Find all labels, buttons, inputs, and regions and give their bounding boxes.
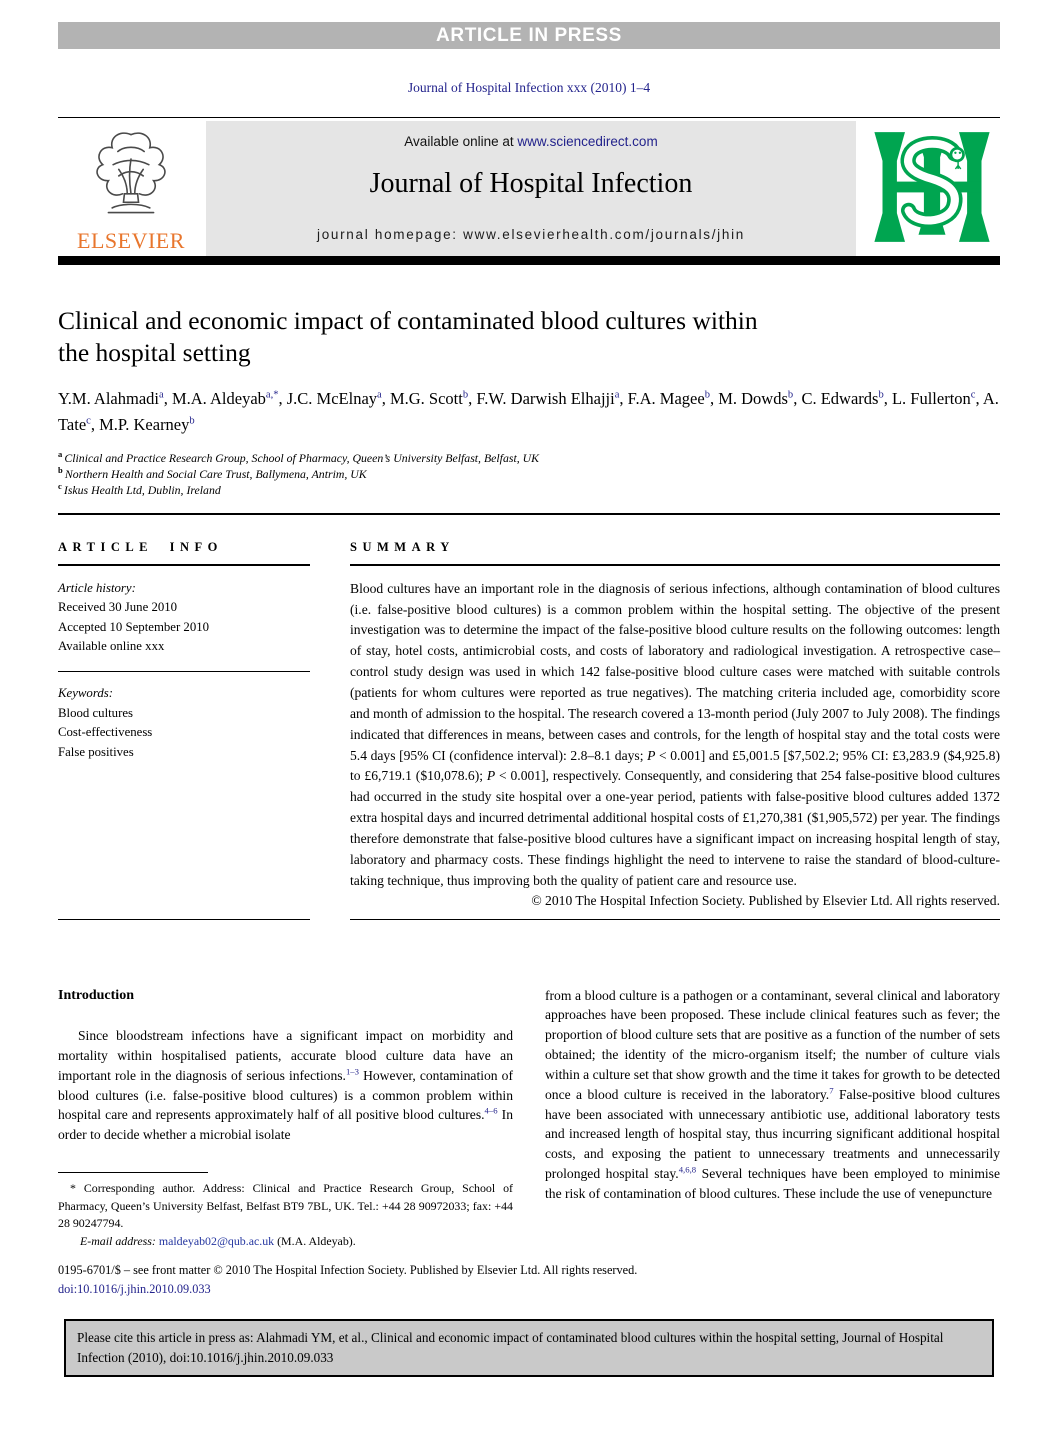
keyword-item: Blood cultures — [58, 705, 133, 720]
text-segment: J.C. McElnay — [286, 388, 378, 408]
text-segment: from a blood culture is a pathogen or a contaminant, several clinical and laboratory approaches have been proposed. These include clinical features such as fever; the proportion of blood culture sets that are positive as a function of the number of sets obtained; the identity of the micro-organism itself; the number of culture vials within a culture set that show growth and the time it takes for growth to be detected once a blood culture is received in the laboratory. — [545, 987, 1000, 1102]
text-segment: E-mail address: — [80, 1233, 159, 1248]
text-segment: F.W. Darwish Elhajji — [476, 388, 615, 408]
introduction-paragraph — [58, 1026, 513, 1145]
body-paragraph-continued — [545, 986, 1000, 1204]
text-segment: M.A. Aldeyab — [171, 388, 266, 408]
text-segment: False-positive blood cultures have been associated with unnecessary antibiotic use, additional laboratory tests and increased length of hospital stay, thus incurring significant additional hospital costs, and exposing the patient to unnecessary treatments and unnecessarily prolonged hospital stay. — [545, 1086, 1000, 1182]
inline-link[interactable]: www.sciencedirect.com — [517, 134, 658, 149]
text-segment: , — [90, 414, 100, 434]
text-segment: , — [278, 388, 287, 408]
doi-link[interactable]: doi:10.1016/j.jhin.2010.09.033 — [58, 1281, 211, 1296]
affiliations — [58, 448, 1000, 499]
summary-column — [350, 540, 1000, 920]
article-info-heading: ARTICLE INFO — [58, 539, 223, 554]
superscript: b — [704, 389, 710, 401]
text-segment: Since bloodstream infections have a significant impact on morbidity and mortality within hospitalised patients, accurate blood culture data have an important role in the diagnosis of serious infections. — [58, 1027, 513, 1083]
abstract-text — [350, 579, 1000, 892]
superscript: a,* — [265, 389, 279, 401]
journal-title: Journal of Hospital Infection — [369, 168, 693, 199]
divider — [58, 564, 310, 566]
divider — [58, 513, 1000, 515]
text-segment: Blood cultures have an important role in the diagnosis of serious infections, although contamination of blood cultures (i.e. false-positive blood cultures) is a common problem within the hospital setting. The objective of the present investigation was to determine the impact of the false-positive blood culture results on the following outcomes: length of stay, hotel costs, antimicrobial costs, and costs of laboratory and radiological investigation. A retrospective case–control study design was used in which 142 false-positive blood culture cases were matched with suitable controls (patients for whom cultures were reported as true negatives). The matching criteria included age, comorbidity score and month of admission to the hospital. The research covered a 13-month period (July 2007 to July 2008). The findings indicated that differences in means, between cases and controls, for the length of hospital stay and the total costs were 5.4 days [95% CI (confidence interval): 2.8–8.1 days; — [350, 580, 1000, 763]
divider — [350, 564, 1000, 566]
superscript: c — [970, 389, 976, 401]
front-matter-footer — [58, 1261, 1000, 1298]
author-list — [58, 386, 1000, 438]
info-summary-block — [58, 540, 1000, 920]
introduction-heading: Introduction — [58, 987, 134, 1003]
please-cite-box: Please cite this article in press as: Alahmadi YM, et al., Clinical and economic impact of contaminated blood cultures within the hospital setting, Journal of Hospital Infection (2010), doi:10.1016/j.jhin.2010.09.033 — [64, 1319, 994, 1377]
article-history-label: Article history: — [58, 580, 136, 595]
keyword-item: False positives — [58, 744, 134, 759]
keyword-item: Cost-effectiveness — [58, 725, 153, 740]
superscript: b — [189, 415, 195, 427]
body-text — [58, 986, 1000, 1251]
copyright-line: © 2010 The Hospital Infection Society. Published by Elsevier Ltd. All rights reserved. — [531, 892, 1000, 908]
text-segment: M.P. Kearney — [99, 414, 190, 434]
superscript: 4,6,8 — [678, 1164, 697, 1175]
text-segment: (M.A. Aldeyab). — [274, 1233, 356, 1248]
article-title-line1: Clinical and economic impact of contaminated blood cultures within — [58, 306, 758, 335]
superscript: a — [614, 389, 620, 401]
affiliation-line — [58, 480, 1000, 499]
text-segment: , — [709, 388, 719, 408]
right-column — [545, 986, 1000, 1251]
text-segment: Northern Health and Social Care Trust, Ballymena, Antrim, UK — [64, 466, 367, 481]
article-history-items — [58, 598, 310, 656]
journal-citation-line: Journal of Hospital Infection xxx (2010) 1–4 — [407, 80, 651, 95]
his-monogram-icon — [869, 126, 995, 248]
superscript: 7 — [829, 1085, 834, 1096]
text-segment: M.G. Scott — [389, 388, 463, 408]
text-segment: Available online at — [404, 134, 518, 149]
superscript: b — [462, 389, 469, 401]
summary-heading: SUMMARY — [350, 539, 455, 554]
text-segment: Iskus Health Ltd, Dublin, Ireland — [63, 482, 221, 497]
divider — [58, 1172, 208, 1173]
text-segment: A. Tate — [58, 388, 999, 434]
email-line — [58, 1233, 513, 1251]
text-segment: , — [163, 388, 172, 408]
elsevier-tree-icon — [83, 128, 179, 227]
keywords-label: Keywords: — [58, 686, 113, 701]
article-title-line2: the hospital setting — [58, 338, 251, 368]
journal-masthead — [206, 121, 856, 256]
text-segment: However, contamination of blood cultures (i.e. false-positive blood cultures) is a common problem within hospital care and represents approximately half of all positive blood cultures. — [58, 1067, 513, 1123]
article-info-column — [58, 540, 310, 920]
corresponding-author-footnote — [58, 1172, 513, 1250]
article-history-item: Received 30 June 2010 — [58, 600, 178, 615]
text-segment: , — [883, 388, 892, 408]
elsevier-wordmark: ELSEVIER — [77, 228, 185, 253]
page — [58, 22, 1000, 1298]
text-segment: Several techniques have been employed to minimise the risk of contamination of blood cultures. These include the use of venepuncture — [545, 1166, 1001, 1201]
text-segment: F.A. Magee — [627, 388, 705, 408]
superscript: a — [377, 389, 382, 401]
article-in-press-banner: ARTICLE IN PRESS — [58, 22, 1000, 49]
superscript: a — [159, 389, 164, 401]
text-segment: , — [619, 388, 628, 408]
hospital-infection-society-logo — [864, 118, 1000, 256]
text-segment: M. Dowds — [718, 388, 788, 408]
superscript: c — [58, 480, 64, 491]
text-segment: < 0.001] and £5,001.5 [$7,502.2; 95% CI: £3,283.9 ($4,925.8) to £6,719.1 ($10,078.6); — [350, 747, 1000, 784]
text-segment: L. Fullerton — [891, 388, 971, 408]
affiliation-line — [58, 464, 1000, 483]
affiliation-line — [58, 448, 1000, 467]
inline-link[interactable]: maldeyab02@qub.ac.uk — [158, 1233, 275, 1248]
superscript: c — [86, 415, 91, 427]
text-segment: , — [468, 388, 477, 408]
article-history — [58, 579, 310, 763]
text-segment: P — [486, 768, 496, 784]
text-segment: In order to decide whether a microbial isolate — [58, 1107, 513, 1143]
superscript: a — [58, 448, 65, 459]
superscript: b — [58, 464, 65, 475]
keywords-list — [58, 704, 310, 762]
superscript: 4–6 — [484, 1105, 498, 1116]
corresponding-author-text: * Corresponding author. Address: Clinical and Practice Research Group, School of Pharmacy, Queen’s University Belfast, Belfast BT9 7BL, UK. Tel.: +44 28 90972033; fax: +44 28 90247794. — [58, 1181, 513, 1231]
journal-homepage-link[interactable]: journal homepage: www.elsevierhealth.com/journals/jhin — [317, 227, 745, 242]
superscript: b — [787, 389, 794, 401]
superscript: b — [878, 389, 884, 401]
text-segment: , — [793, 388, 802, 408]
text-segment: Y.M. Alahmadi — [58, 388, 159, 408]
text-segment: Clinical and Practice Research Group, School of Pharmacy, Queen’s University Belfast, Belfast, UK — [64, 450, 540, 465]
divider — [58, 671, 310, 672]
text-segment: , — [975, 388, 983, 408]
divider — [58, 256, 1000, 265]
article-history-item: Accepted 10 September 2010 — [58, 619, 210, 634]
article-history-item: Available online xxx — [58, 638, 165, 653]
text-segment: , — [381, 388, 390, 408]
superscript: 1–3 — [345, 1066, 359, 1077]
issn-copyright-line: 0195-6701/$ – see front matter © 2010 The Hospital Infection Society. Published by Elsevier Ltd. All rights reserved. — [58, 1263, 638, 1278]
journal-header — [58, 118, 1000, 256]
text-segment: < 0.001], respectively. Consequently, and considering that 254 false-positive blood cultures had occurred in the study site hospital over a one-year period, patients with false-positive blood cultures added 1372 extra hospital days and incurred detrimental additional hospital costs of £1,270,381 ($1,905,572) per year. The findings therefore demonstrate that false-positive blood cultures have a significant impact on increasing hospital length of stay, laboratory and pharmacy costs. These findings highlight the need to intervene to raise the standard of blood-culture-taking technique, thus improving both the quality of patient care and resource use. — [350, 768, 1000, 888]
left-column — [58, 986, 513, 1251]
text-segment: C. Edwards — [801, 388, 879, 408]
available-online-line[interactable] — [206, 134, 856, 149]
elsevier-logo — [58, 118, 204, 256]
text-segment: P — [647, 747, 656, 763]
article-title — [58, 305, 1000, 370]
